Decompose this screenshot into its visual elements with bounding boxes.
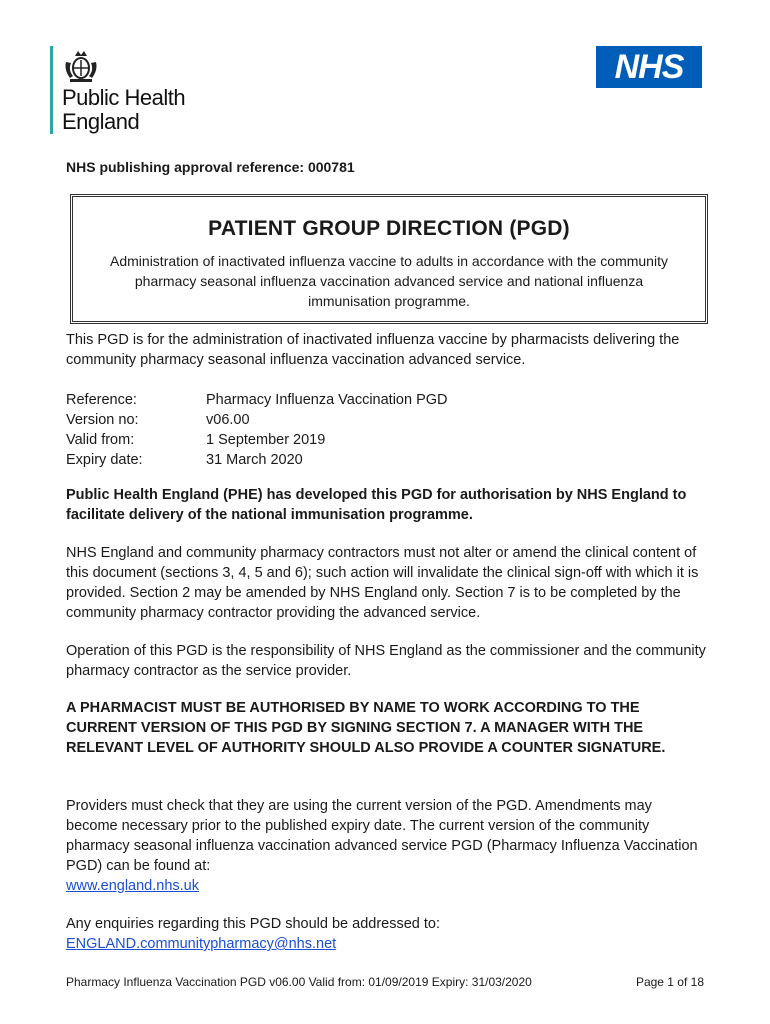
valid-from-value: 1 September 2019 xyxy=(206,432,326,448)
email-link[interactable]: ENGLAND.communitypharmacy@nhs.net xyxy=(66,936,337,952)
pgd-title: PATIENT GROUP DIRECTION (PGD) xyxy=(208,217,570,240)
expiry-row xyxy=(66,450,448,470)
approval-reference: NHS publishing approval reference: 000781 xyxy=(66,159,355,175)
authorisation-notice: A PHARMACIST MUST BE AUTHORISED BY NAME TO WORK ACCORDING TO THE CURRENT VERSION OF THIS PGD BY SIGNING SECTION 7. A MANAGER WITH THE RELEVANT LEVEL OF AUTHORITY SHOULD ALSO PROVIDE A COUNTER SIGNATURE. xyxy=(66,700,666,756)
enquiries-text: Any enquiries regarding this PGD should be addressed to: xyxy=(66,916,440,932)
phe-wordmark-line2: England xyxy=(62,109,140,134)
valid-from-row xyxy=(66,430,448,450)
phe-logo xyxy=(50,46,220,138)
footer-document-info: Pharmacy Influenza Vaccination PGD v06.00 Valid from: 01/09/2019 Expiry: 31/03/2020 xyxy=(66,975,532,989)
version-value: v06.00 xyxy=(206,412,250,428)
operation-paragraph: Operation of this PGD is the responsibility of NHS England as the commissioner and the community pharmacy contractor as the service provider. xyxy=(66,643,706,679)
valid-from-label: Valid from: xyxy=(66,432,135,448)
reference-row xyxy=(66,390,448,410)
royal-crest-icon xyxy=(62,48,100,84)
intro-paragraph: This PGD is for the administration of inactivated influenza vaccine by pharmacists delivering the community pharmacy seasonal influenza vaccination advanced service. xyxy=(66,332,680,368)
reference-label: Reference: xyxy=(66,392,137,408)
expiry-value: 31 March 2020 xyxy=(206,452,303,468)
expiry-label: Expiry date: xyxy=(66,452,143,468)
phe-wordmark-line1: Public Health xyxy=(62,85,186,110)
reference-value: Pharmacy Influenza Vaccination PGD xyxy=(206,392,448,408)
phe-logo-bar xyxy=(50,46,53,134)
enquiries-paragraph xyxy=(66,914,706,954)
website-link[interactable]: www.england.nhs.uk xyxy=(66,878,199,894)
version-row xyxy=(66,410,448,430)
providers-notice-text: Providers must check that they are using the current version of the PGD. Amendments may become necessary prior to the published expiry date. The current version of the community pharmacy seasonal influenza vaccination advanced service PGD (Pharmacy Influenza Vaccination PGD) can be found at: xyxy=(66,798,698,874)
providers-notice xyxy=(66,796,706,896)
phe-statement: Public Health England (PHE) has developed this PGD for authorisation by NHS England to facilitate delivery of the national immunisation programme. xyxy=(66,487,687,523)
pgd-subtitle: Administration of inactivated influenza vaccine to adults in accordance with the community pharmacy seasonal influenza vaccination advanced service and national influenza immunisation programme. xyxy=(110,253,668,309)
pgd-title-box xyxy=(70,194,708,324)
reference-details xyxy=(66,390,448,470)
amend-notice: NHS England and community pharmacy contractors must not alter or amend the clinical content of this document (sections 3, 4, 5 and 6); such action will invalidate the clinical sign-off with which it is provided. Section 2 may be amended by NHS England only. Section 7 is to be completed by the community pharmacy contractor providing the advanced service. xyxy=(66,545,699,621)
page-footer xyxy=(66,975,704,989)
version-label: Version no: xyxy=(66,412,139,428)
phe-wordmark xyxy=(62,86,185,134)
nhs-logo: NHS xyxy=(596,46,702,88)
page-number: Page 1 of 18 xyxy=(635,975,704,989)
